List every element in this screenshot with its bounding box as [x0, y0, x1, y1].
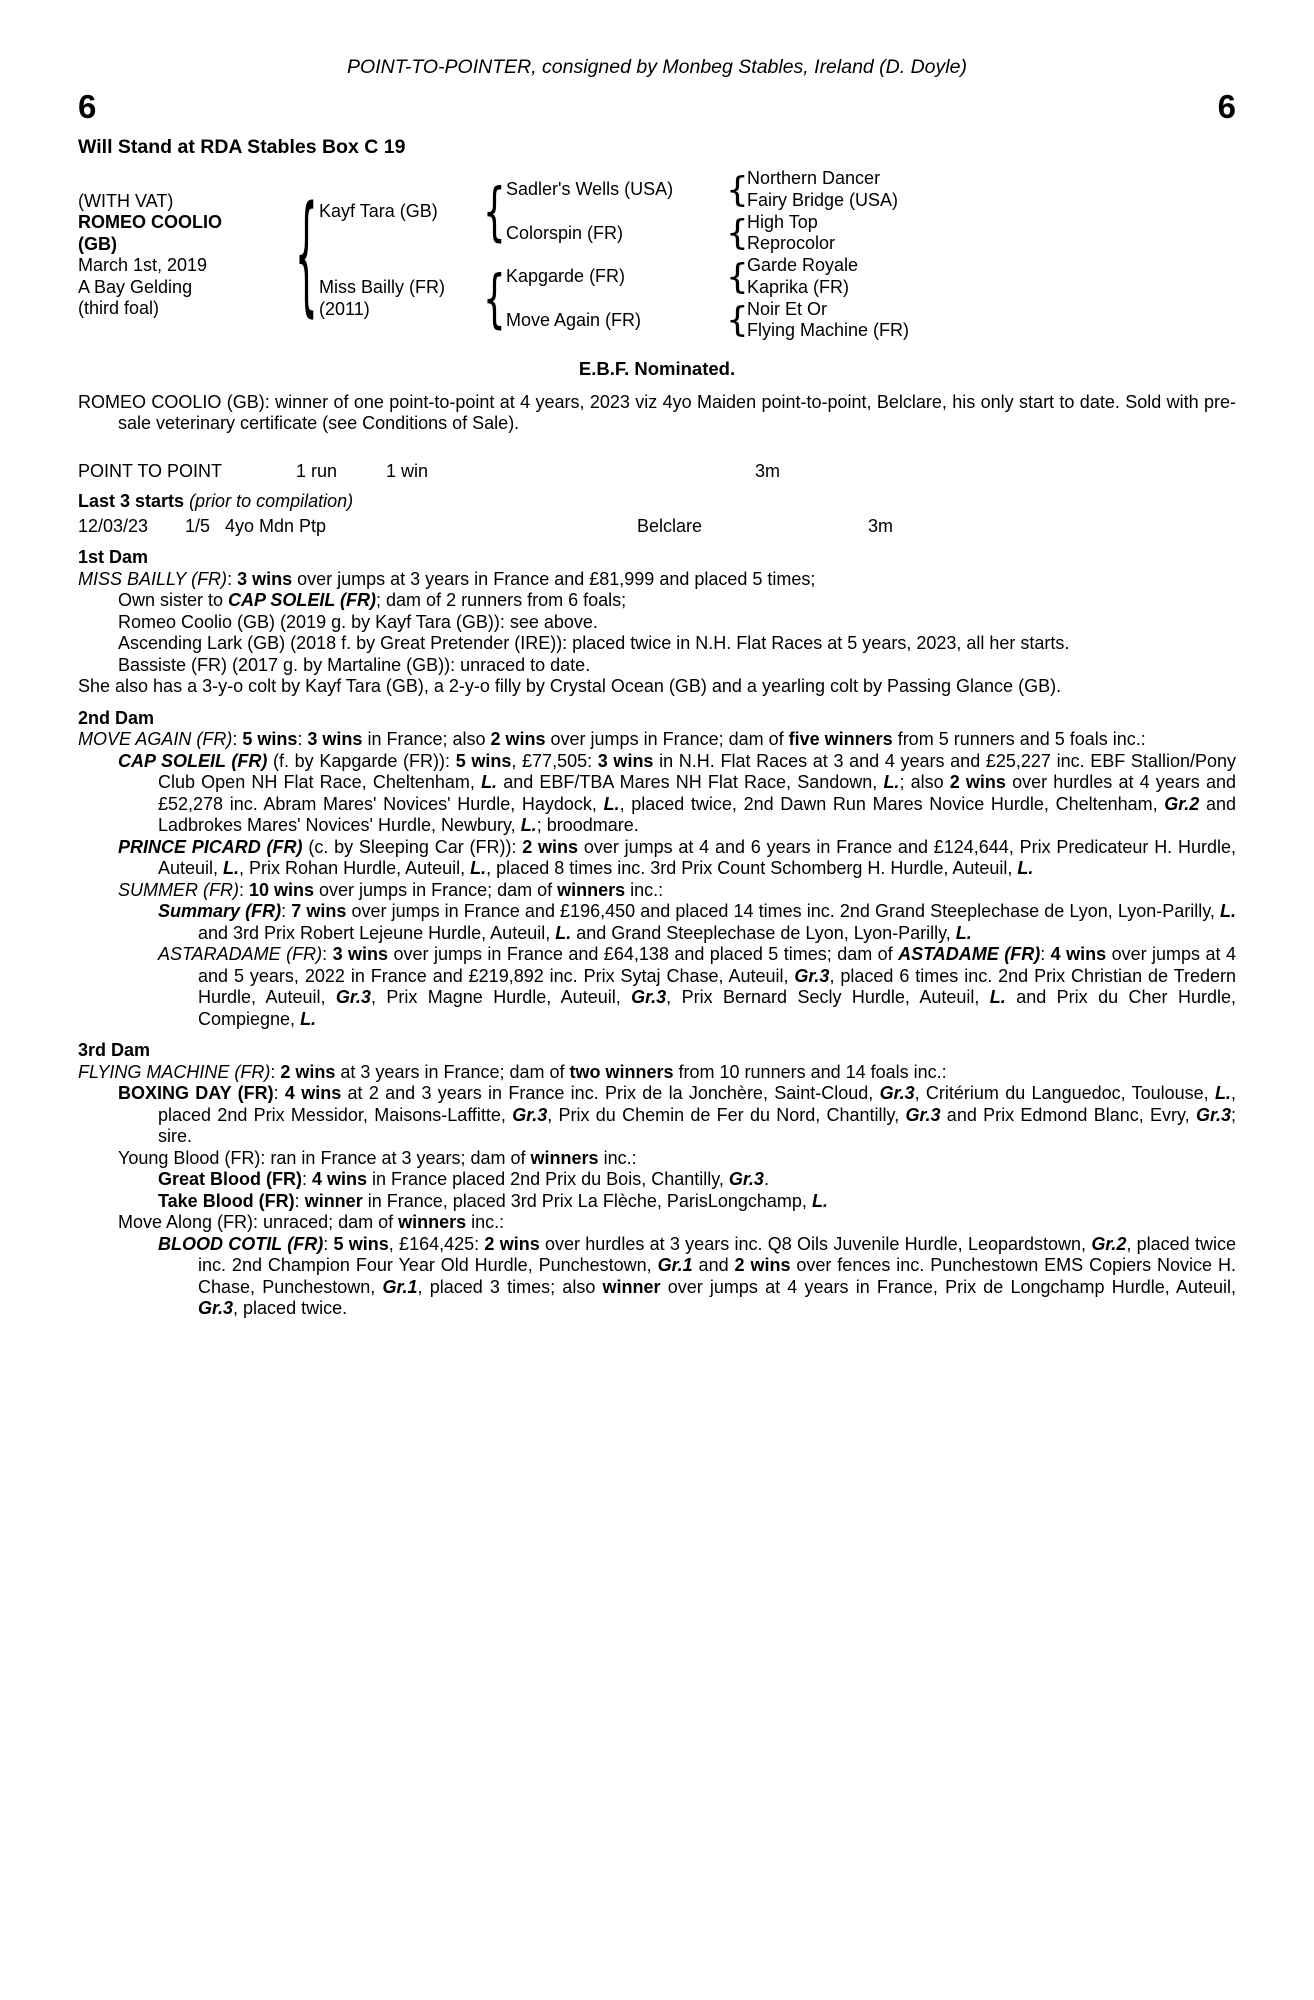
text-run: 2 wins: [522, 836, 579, 857]
horse-details: [78, 168, 293, 342]
text-run: 3 wins: [237, 568, 293, 589]
record-runs: 1 run: [296, 460, 338, 481]
pedigree-paragraph: [78, 1212, 1236, 1234]
race-record-row: [78, 461, 1236, 483]
text-run: ; sire.: [158, 1104, 1236, 1146]
dam-name: [319, 255, 482, 342]
text-run: over jumps in France and £64,138 and placed 5 times; dam of: [388, 944, 899, 964]
text-run: ; also: [899, 772, 950, 792]
text-run: over fences inc. Punchestown EMS Copiers Novice H. Chase, Punchestown,: [198, 1255, 1236, 1297]
text-run: and Grand Steeplechase de Lyon, Lyon-Parilly,: [571, 922, 956, 943]
text-run: :: [238, 879, 249, 900]
text-run: BLOOD COTIL (FR): [158, 1233, 324, 1254]
text-run: inc.:: [466, 1212, 505, 1232]
grandsire-unit: [506, 255, 909, 299]
text-run: BOXING DAY (FR): [118, 1083, 274, 1103]
text-run: CAP SOLEIL (FR): [228, 590, 377, 610]
text-run: L.: [300, 1008, 317, 1029]
pedigree-paragraph: [78, 880, 1236, 902]
text-run: over jumps in France and £196,450 and placed 14 times inc. 2nd Grand Steeplechase de Lyon, Lyon-Parilly,: [346, 901, 1220, 921]
text-run: , placed twice inc. 2nd Champion Four Year Old Hurdle, Punchestown,: [198, 1233, 1236, 1275]
text-run: winner: [602, 1276, 661, 1297]
text-run: FLYING MACHINE (FR): [78, 1061, 271, 1082]
text-run: over jumps at 4 years in France, Prix de Longchamp Hurdle, Auteuil,: [660, 1276, 1236, 1297]
text-run: 3 wins: [332, 944, 389, 964]
text-run: (c. by Sleeping Car (FR)):: [302, 836, 523, 857]
text-run: (f. by Kapgarde (FR)):: [267, 750, 456, 771]
text-run: ROMEO COOLIO (GB): winner of one point-to-point at 4 years, 2023 viz 4yo Maiden point-to-point, Belclare, his only start to date. Sold with pre-sale veterinary certificate (see Conditions of Sale).: [78, 391, 1236, 433]
text-run: :: [322, 944, 333, 964]
granddam-unit: [506, 212, 898, 256]
text-run: over jumps at 3 years in France and £81,999 and placed 5 times;: [292, 568, 816, 589]
text-run: ASTARADAME (FR): [158, 944, 323, 964]
pedigree-paragraph: [78, 676, 1236, 698]
lot-number-left: 6: [78, 87, 97, 125]
ebf-nominated-line: E.B.F. Nominated.: [578, 358, 736, 379]
pedigree-paragraph: [78, 1169, 1236, 1191]
text-run: in France, placed 3rd Prix La Flèche, ParisLongchamp,: [362, 1190, 812, 1211]
text-run: , placed 2nd Prix Messidor, Maisons-Laffitte,: [158, 1083, 1236, 1125]
text-run: SUMMER (FR): [118, 879, 239, 900]
pedigree-brace-sire: {: [482, 174, 506, 248]
pedigree-paragraph: [78, 633, 1236, 655]
start-course: Belclare: [637, 515, 703, 536]
text-run: 10 wins: [249, 879, 315, 900]
text-run: over hurdles at 3 years inc. Q8 Oils Juvenile Hurdle, Leopardstown,: [539, 1233, 1092, 1254]
dam-year: (2011): [319, 298, 370, 319]
great-grandparent-name: Flying Machine (FR): [747, 320, 910, 341]
text-run: , Prix du Chemin de Fer du Nord, Chantilly,: [547, 1104, 906, 1125]
horse-foal-note: (third foal): [78, 298, 160, 318]
text-run: five winners: [788, 729, 893, 749]
text-run: ; broodmare.: [536, 815, 639, 835]
text-run: L.: [520, 815, 537, 835]
text-run: and Prix Edmond Blanc, Evry,: [940, 1104, 1196, 1125]
lot-number-row: [78, 89, 1236, 125]
text-run: from 5 runners and 5 foals inc.:: [892, 729, 1146, 749]
text-run: 2 wins: [484, 1233, 540, 1254]
record-wins: 1 win: [386, 460, 429, 481]
text-run: inc.:: [598, 1147, 637, 1168]
text-run: winners: [557, 879, 626, 900]
pedigree-paragraph: [78, 569, 1236, 591]
text-run: L.: [603, 793, 620, 814]
text-run: , Prix Rohan Hurdle, Auteuil,: [239, 858, 471, 878]
sire-branch: [319, 168, 1236, 255]
text-run: L.: [989, 987, 1006, 1007]
text-run: and Ladbrokes Mares' Novices' Hurdle, Newbury,: [158, 793, 1236, 835]
text-run: MISS BAILLY (FR): [78, 568, 228, 589]
section-heading-1st-dam: 1st Dam: [78, 547, 149, 567]
start-date: 12/03/23: [78, 515, 149, 536]
text-run: Great Blood (FR): [158, 1169, 302, 1189]
great-grandparent-name: High Top: [747, 211, 818, 232]
text-run: Gr.1: [382, 1276, 418, 1297]
great-grandparent-name: Garde Royale: [747, 255, 859, 276]
horse-name: ROMEO COOLIO: [78, 212, 222, 232]
text-run: Gr.3: [1195, 1104, 1231, 1125]
start-distance: 3m: [868, 515, 894, 536]
pedigree-paragraph: [78, 729, 1236, 751]
text-run: .: [763, 1169, 769, 1189]
text-run: winners: [530, 1147, 599, 1168]
text-run: 7 wins: [291, 901, 347, 921]
text-run: , placed 8 times inc. 3rd Prix Count Schomberg H. Hurdle, Auteuil,: [486, 858, 1018, 878]
horse-dob: March 1st, 2019: [78, 255, 208, 275]
text-run: Gr.3: [198, 1298, 234, 1318]
pedigree-paragraph: [78, 1191, 1236, 1213]
record-label: POINT TO POINT: [78, 460, 223, 481]
text-run: , placed 6 times inc. 2nd Prix Christian de Tredern Hurdle, Auteuil,: [198, 965, 1236, 1007]
text-run: Gr.3: [879, 1083, 915, 1103]
pedigree-brace-gp3: {: [725, 256, 749, 297]
text-run: L.: [223, 858, 240, 878]
granddam-name: Move Again (FR): [506, 309, 642, 330]
text-run: :: [302, 1169, 313, 1189]
text-run: :: [297, 729, 308, 749]
text-run: at 2 and 3 years in France inc. Prix de la Jonchère, Saint-Cloud,: [341, 1083, 880, 1103]
text-run: Gr.1: [657, 1255, 693, 1275]
pedigree-brace-main: {: [294, 177, 318, 330]
text-run: at 3 years in France; dam of: [335, 1061, 570, 1082]
text-run: ASTADAME (FR): [898, 944, 1041, 964]
text-run: Own sister to: [118, 590, 229, 610]
pedigree-paragraph: [78, 751, 1236, 837]
text-run: 2 wins: [949, 772, 1006, 792]
pedigree-paragraph: [78, 944, 1236, 1030]
text-run: Romeo Coolio (GB) (2019 g. by Kayf Tara (GB)): see above.: [118, 611, 598, 632]
text-run: Gr.3: [728, 1169, 764, 1189]
text-run: 5 wins: [242, 729, 298, 749]
sire-name-text: Kayf Tara (GB): [319, 200, 438, 221]
text-run: and: [692, 1255, 735, 1275]
text-run: CAP SOLEIL (FR): [118, 750, 268, 771]
horse-name-suffix: (GB): [78, 233, 117, 254]
text-run: Gr.3: [794, 965, 830, 986]
grandsire-name: Sadler's Wells (USA): [506, 179, 674, 199]
intro-paragraph: [78, 392, 1236, 435]
text-run: from 10 runners and 14 foals inc.:: [673, 1061, 947, 1082]
text-run: 3 wins: [597, 750, 654, 771]
text-run: , Critérium du Languedoc, Toulouse,: [914, 1083, 1215, 1103]
text-run: L.: [470, 858, 487, 878]
page-content: [78, 0, 1236, 1320]
pedigree-brace-gp2: {: [725, 212, 749, 253]
text-run: , placed twice.: [233, 1298, 348, 1318]
text-run: Gr.3: [512, 1104, 548, 1125]
consignor-line: POINT-TO-POINTER, consigned by Monbeg Stables, Ireland (D. Doyle): [347, 56, 967, 78]
text-run: MOVE AGAIN (FR): [78, 729, 233, 749]
record-distance: 3m: [755, 460, 781, 481]
text-run: :: [273, 1083, 285, 1103]
vat-note: (WITH VAT): [78, 190, 174, 211]
pedigree-brace-gp1: {: [725, 169, 749, 210]
text-run: :: [227, 568, 238, 589]
text-run: in France; also: [362, 729, 491, 749]
text-run: 2 wins: [490, 729, 546, 749]
sire-name: [319, 168, 482, 255]
text-run: 4 wins: [1050, 944, 1107, 964]
pedigree-paragraph: [78, 590, 1236, 612]
granddam-name: Colorspin (FR): [506, 222, 624, 243]
dam-branch: [319, 255, 1236, 342]
text-run: and 3rd Prix Robert Lejeune Hurdle, Auteuil,: [198, 922, 556, 943]
pedigree-paragraph: [78, 901, 1236, 944]
text-run: two winners: [569, 1061, 674, 1082]
text-run: in N.H. Flat Races at 3 and 4 years and £25,227 inc. EBF Stallion/Pony Club Open NH Flat Race, Cheltenham,: [158, 750, 1236, 792]
pedigree-paragraph: [78, 1234, 1236, 1320]
great-grandparent-name: Kaprika (FR): [747, 276, 850, 297]
text-run: 2 wins: [734, 1255, 791, 1275]
great-grandparent-name: Northern Dancer: [747, 168, 881, 189]
text-run: Young Blood (FR): ran in France at 3 years; dam of: [118, 1147, 531, 1168]
text-run: , £77,505:: [511, 750, 598, 771]
text-run: Ascending Lark (GB) (2018 f. by Great Pretender (IRE)): placed twice in N.H. Flat Races at 5 years, 2023, all her starts.: [118, 633, 1070, 653]
great-grandparent-name: Noir Et Or: [747, 298, 828, 319]
text-run: 3 wins: [307, 729, 363, 749]
pedigree-paragraph: [78, 1148, 1236, 1170]
granddam-unit: [506, 299, 909, 343]
text-run: Gr.2: [1164, 793, 1200, 814]
text-run: Bassiste (FR) (2017 g. by Martaline (GB)): unraced to date.: [118, 654, 591, 675]
text-run: Gr.3: [631, 987, 667, 1007]
text-run: Summary (FR): [158, 901, 282, 921]
pedigree-table: [78, 168, 1236, 342]
text-run: 5 wins: [333, 1233, 389, 1254]
text-run: :: [1040, 944, 1051, 964]
text-run: :: [294, 1190, 305, 1211]
text-run: Take Blood (FR): [158, 1190, 295, 1211]
text-run: over jumps in France; dam of: [545, 729, 789, 749]
pedigree-generations: [319, 168, 1236, 342]
text-run: L.: [481, 772, 498, 792]
great-grandparent-name: Fairy Bridge (USA): [747, 189, 899, 210]
text-run: 5 wins: [455, 750, 512, 771]
text-run: in France placed 2nd Prix du Bois, Chantilly,: [367, 1169, 729, 1189]
pedigree-brace-gp4: {: [725, 299, 749, 340]
text-run: , £164,425:: [388, 1233, 485, 1254]
last-starts-title: Last 3 starts: [78, 491, 185, 511]
text-run: :: [270, 1061, 281, 1082]
text-run: winners: [398, 1212, 467, 1232]
last-starts-subtitle: (prior to compilation): [184, 491, 354, 511]
text-run: and EBF/TBA Mares NH Flat Race, Sandown,: [497, 772, 884, 792]
pedigree-paragraph: [78, 837, 1236, 880]
text-run: , Prix Magne Hurdle, Auteuil,: [370, 987, 632, 1007]
text-run: :: [323, 1233, 334, 1254]
text-run: L.: [955, 922, 972, 943]
start-row: [78, 516, 1236, 538]
pedigree-paragraph: [78, 655, 1236, 677]
text-run: , placed twice, 2nd Dawn Run Mares Novice Hurdle, Cheltenham,: [619, 793, 1165, 814]
text-run: 4 wins: [284, 1083, 342, 1103]
text-run: Move Along (FR): unraced; dam of: [118, 1212, 399, 1232]
great-grandparent-name: Reprocolor: [747, 233, 836, 254]
text-run: L.: [1220, 901, 1236, 921]
section-heading-2nd-dam: 2nd Dam: [78, 707, 155, 728]
start-race: 4yo Mdn Ptp: [225, 515, 327, 536]
text-run: , Prix Bernard Secly Hurdle, Auteuil,: [666, 987, 990, 1007]
text-run: L.: [1214, 1083, 1231, 1103]
pedigree-paragraph: [78, 1062, 1236, 1084]
text-run: , placed 3 times; also: [417, 1276, 603, 1297]
horse-description: A Bay Gelding: [78, 276, 193, 297]
text-run: She also has a 3-y-o colt by Kayf Tara (GB), a 2-y-o filly by Crystal Ocean (GB) and a yearling colt by Passing Glance (GB).: [78, 676, 1062, 696]
text-run: 4 wins: [312, 1169, 368, 1189]
pedigree-brace-dam: {: [482, 261, 506, 335]
grandsire-unit: [506, 168, 898, 212]
start-position: 1/5: [185, 515, 211, 536]
pedigree-paragraph: [78, 612, 1236, 634]
text-run: Gr.2: [1091, 1233, 1127, 1254]
lot-number-right: 6: [1217, 87, 1236, 125]
text-run: :: [232, 729, 243, 749]
last-starts-header: [78, 491, 1236, 513]
text-run: over jumps in France; dam of: [314, 879, 558, 900]
text-run: L.: [883, 772, 900, 792]
text-run: Gr.3: [335, 987, 371, 1007]
text-run: over jumps at 4 and 6 years in France and £124,644, Prix Predicateur H. Hurdle, Auteuil,: [158, 836, 1236, 878]
section-heading-3rd-dam: 3rd Dam: [78, 1040, 151, 1060]
stand-line: Will Stand at RDA Stables Box C 19: [78, 135, 406, 158]
text-run: and Prix du Cher Hurdle, Compiegne,: [198, 987, 1236, 1029]
text-run: ; dam of 2 runners from 6 foals;: [376, 590, 627, 610]
text-run: L.: [811, 1190, 828, 1211]
pedigree-paragraph: [78, 1083, 1236, 1148]
text-run: :: [281, 901, 292, 921]
text-run: 2 wins: [280, 1061, 336, 1082]
text-run: over jumps at 4 and 5 years, 2022 in France and £219,892 inc. Prix Sytaj Chase, Auteuil,: [198, 944, 1236, 986]
grandsire-name: Kapgarde (FR): [506, 266, 626, 286]
text-run: L.: [555, 922, 572, 943]
dam-name-text: Miss Bailly (FR): [319, 277, 445, 297]
text-run: Gr.3: [905, 1104, 941, 1125]
text-run: winner: [304, 1190, 363, 1211]
text-run: PRINCE PICARD (FR): [118, 836, 303, 857]
text-run: over hurdles at 4 years and £52,278 inc. Abram Mares' Novices' Hurdle, Haydock,: [158, 772, 1236, 814]
text-run: inc.:: [625, 879, 664, 900]
text-run: L.: [1017, 858, 1034, 878]
